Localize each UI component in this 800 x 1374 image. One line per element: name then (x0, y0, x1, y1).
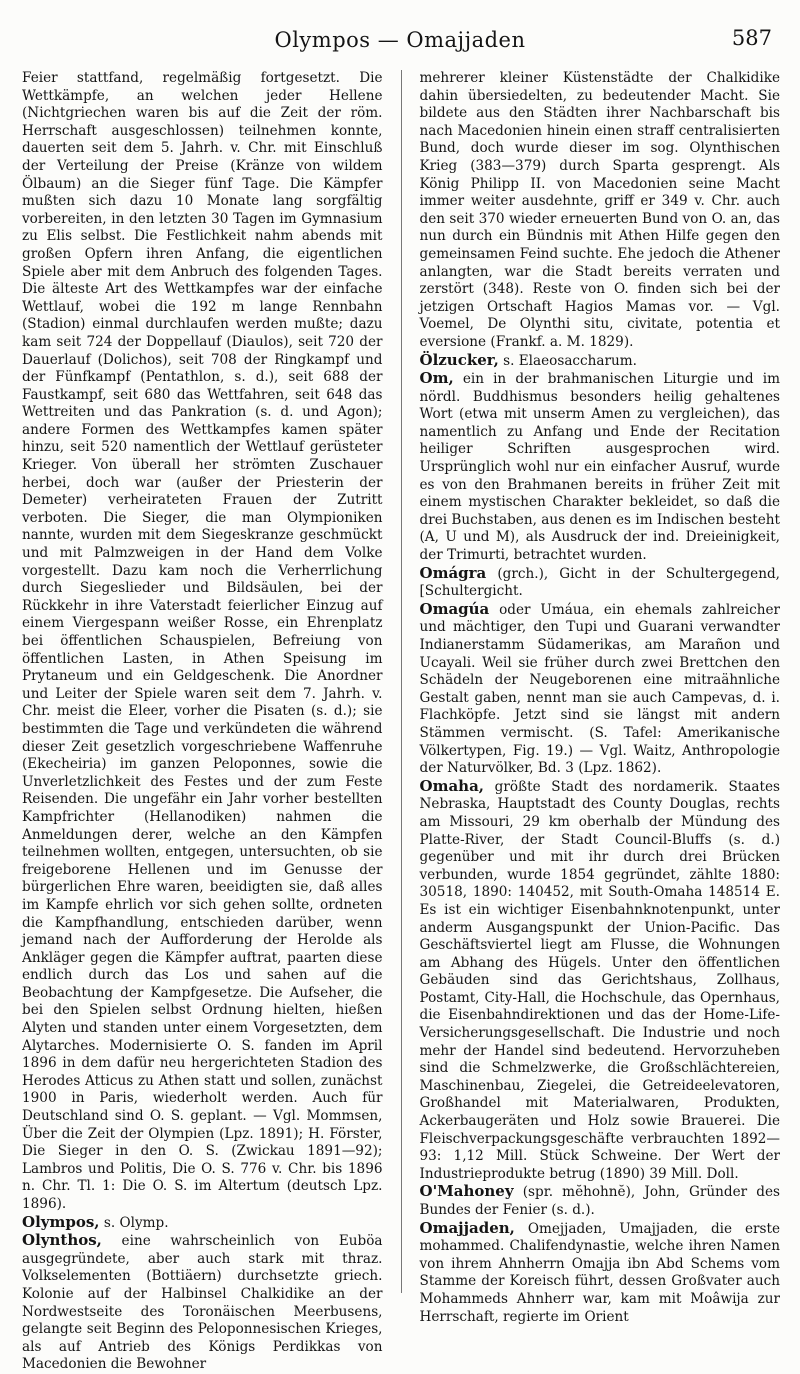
entry-omagra-crossref: [Schultergicht. (419, 583, 523, 600)
headword-omajjaden: Omajjaden, (419, 1218, 515, 1237)
headword-olzucker: Ölzucker, (419, 350, 499, 369)
entry-omahoney (420, 1183, 781, 1219)
entry-olynthos-text: eine wahrscheinlich von Euböa ausgegründete, aber auch stark mit thraz. Volkselementen (Bottiäern) durchsetzte griech. Kolonie auf der Halbinsel Chalkidike an der Nordwestseite des Toronäischen Meerbusens, gelangte seit Beginn des Peloponnesischen Krieges, als auf Antrieb des Königs Perdikkas von Macedonien die Bewohner (22, 1233, 383, 1373)
entry-omagra (420, 565, 781, 601)
entry-olynthos (22, 1232, 383, 1374)
column-divider (401, 70, 402, 1293)
headword-olynthos: Olynthos, (22, 1231, 102, 1250)
entry-olympos-text: s. Olymp. (103, 1214, 169, 1231)
entry-om-text: ein in der brahmanischen Liturgie und im nördl. Buddhismus besonders heilig gehaltenes Wort (etwa mit unserm Amen zu vergleichen), das namentlich zu Anfang und Ende der Recitation heiliger Schriften ausgesprochen wird. Ursprünglich wohl nur ein einfacher Ausruf, wurde es von den Brahmanen bereits in früher Zeit mit einem mystischen Charakter bekleidet, so daß die drei Buchstaben, aus denen es im Indischen besteht (A, U und M), als Ausdruck der ind. Dreieinigkeit, der Trimurti, betrachtet wurden. (419, 371, 781, 564)
entry-omajjaden-text: Omejjaden, Umajjaden, die erste mohammed. Chalifendynastie, welche ihren Namen von ihrem Ahnherrn Omajja ibn Abd Schems vom Stamme der Koreisch führt, dessen Großvater auch Mohammeds Ahnherr war, kam mit Moâwija zur Herrschaft, regierte im Orient (419, 1220, 780, 1325)
headword-omahoney: O'Mahoney (419, 1182, 514, 1201)
entry-omaha-text: größte Stadt des nordamerik. Staates Nebraska, Hauptstadt des County Douglas, rechts am Missouri, 29 km oberhalb der Mündung des Platte-River, der Stadt Council-Bluffs (s. d.) gegenüber und mit ihr durch drei Brücken verbunden, wurde 1854 gegründet, zählte 1880: 30518, 1890: 140452, mit South-Omaha 148514 E. Es ist ein wichtiger Eisenbahnknotenpunkt, unter anderm Ausgangspunkt der Union-Pacific. Das Geschäftsviertel liegt am Flusse, die Wohnungen am Abhang des Hügels. Unter den öffentlichen Gebäuden sind das Gerichtshaus, Zollhaus, Postamt, City-Hall, die Hochschule, das Opernhaus, die Eisenbahndirektionen und das der Home-Life-Versicherungsgesellschaft. Die Industrie und noch mehr der Handel sind bedeutend. Hervorzuheben sind die Schmelzwerke, die Großschlächtereien, Maschinenbau, Ziegelei, die Getreideelevatoren, Großhandel mit Materialwaren, Produkten, Ackerbaugeräten und Holz sowie Brauerei. Die Fleischverpackungsgeschäfte verbrauchten 1892—93: 1,12 Mill. Stück Schweine. Der Wert der Industrieprodukte betrug (1890) 39 Mill. Doll. (419, 778, 780, 1182)
entry-olzucker-text: s. Elaeosaccharum. (503, 352, 637, 369)
entry-olzucker (420, 352, 781, 371)
entry-omagua-text: oder Umáua, ein ehemals zahlreicher und mächtiger, den Tupi und Guarani verwandter Indianerstamm Südamerikas, am Marañon und Ucayali. Weil sie früher durch zwei Brettchen den Schädeln der Neugeborenen eine mitraähnliche Gestalt gaben, nennt man sie auch Campevas, d. i. Flachköpfe. Jetzt sind sie längst mit andern Stämmen vermischt. (S. Tafel: Amerikanische Völkertypen, Fig. 19.) — Vgl. Waitz, Anthropologie der Naturvölker, Bd. 3 (Lpz. 1862). (419, 601, 781, 777)
page-number: 587 (731, 26, 772, 50)
entry-omaha (420, 778, 781, 1184)
entry-omagra-text: (grch.), Gicht in der Schultergegend, (497, 565, 780, 582)
headword-omaha: Omaha, (419, 776, 485, 795)
olympische-spiele-continuation: Feier stattfand, regelmäßig fortgesetzt. Die Wettkämpfe, an welchen jeder Hellene (Nichtgriechen waren bis auf die Zeit der röm. Herrschaft ausgeschlossen) teilnehmen konnte, dauerten seit dem 5. Jahrh. v. Chr. mit Einschluß der Verteilung der Preise (Kränze von wildem Ölbaum) an die Sieger fünf Tage. Die Kämpfer mußten sich dazu 10 Monate lang sorgfältig vorbereiten, in den letzten 30 Tagen im Gymnasium zu Elis selbst. Die Festlichkeit nahm abends mit großen Opfern ihren Anfang, die eigentlichen Spiele aber mit dem Anbruch des folgenden Tages. Die älteste Art des Wettkampfes war der einfache Wettlauf, wobei die 192 m lange Rennbahn (Stadion) einmal durchlaufen werden mußte; dazu kam seit 724 der Doppellauf (Diaulos), seit 720 der Dauerlauf (Dolichos), seit 708 der Ringkampf und der Fünfkampf (Pentathlon, s. d.), seit 688 der Faustkampf, seit 680 das Wettfahren, seit 648 das Wettreiten und das Pankration (s. d. und Agon); andere Formen des Wettkampfes kamen später hinzu, seit 520 namentlich der Wettlauf gerüsteter Krieger. Von überall her strömten Zuschauer herbei, doch war (außer der Priesterin der Demeter) verheirateten Frauen der Zutritt verboten. Die Sieger, die man Olympioniken nannte, wurden mit dem Siegeskranze geschmückt und mit Palmzweigen in der Hand dem Volke vorgestellt. Dazu kam noch die Verherrlichung durch Siegeslieder und Bildsäulen, bei der Rückkehr in ihre Vaterstadt feierlicher Einzug auf einem Viergespann weißer Rosse, ein Ehrenplatz bei öffentlichen Schauspielen, Befreiung von öffentlichen Lasten, in Athen Speisung im Prytaneum und ein Geldgeschenk. Die Anordner und Leiter der Spiele waren seit dem 7. Jahrh. v. Chr. meist die Eleer, vorher die Pisaten (s. d.); sie bestimmten die Tage und verkündeten die während dieser Zeit gesetzlich vorgeschriebene Waffenruhe (Ekecheiria) im ganzen Peloponnes, sowie die Unverletzlichkeit des Festes und der zum Feste Reisenden. Die ungefähr ein Jahr vorher bestellten Kampfrichter (Hellanodiken) nahmen die Anmeldungen derer, welche an den Kämpfen teilnehmen wollten, entgegen, untersuchten, ob sie freigeborene Hellenen und im Genusse der bürgerlichen Ehre waren, beeidigten sie, daß alles im Kampfe ehrlich vor sich gehen sollte, ordneten die Kampfhandlung, entschieden darüber, wenn jemand nach der Aufforderung der Herolde als Ankläger gegen die Kämpfer auftrat, paarten diese endlich durch das Los und sahen auf die Beobachtung der Kampfgesetze. Die Aufseher, die bei den Spielen selbst Ordnung hielten, hießen Alyten und standen unter einem Vorgesetzten, dem Alytarches. Modernisierte O. S. fanden im April 1896 in dem dafür neu hergerichteten Stadion des Herodes Atticus zu Athen statt und sollen, zunächst 1900 in Paris, wiederholt werden. Auch für Deutschland sind O. S. geplant. — Vgl. Mommsen, Über die Zeit der Olympien (Lpz. 1891); H. Förster, Die Sieger in den O. S. (Zwickau 1891—92); Lambros und Politis, Die O. S. 776 v. Chr. bis 1896 n. Chr. Tl. 1: Die O. S. im Altertum (deutsch Lpz. 1896). (22, 70, 383, 1212)
entry-omagua (420, 601, 781, 778)
entry-omahoney-text: (spr. mĕhohnĕ), John, Gründer des Bundes der Fenier (s. d.). (419, 1184, 780, 1218)
olynthos-continuation: mehrerer kleiner Küstenstädte der Chalkidike dahin übersiedelten, zu bedeutender Macht. Sie bildete aus den Städten ihrer Nachbarschaft bis nach Macedonien hinein einen straff centralisierten Bund, doch wurde dieser im sog. Olynthischen Krieg (383—379) durch Sparta gesprengt. Als König Philipp II. von Macedonien seine Macht immer weiter ausdehnte, griff er 349 v. Chr. auch den seit 370 wieder erneuerten Bund von O. an, das nun durch ein Bündnis mit Athen Hilfe gegen den gemeinsamen Feind suchte. Ehe jedoch die Athener anlangten, war die Stadt bereits verraten und zerstört (348). Reste von O. finden sich bei der jetzigen Ortschaft Hagios Mamas vor. — Vgl. Voemel, De Olynthi situ, civitate, potentia et eversione (Frankf. a. M. 1829). (419, 70, 780, 350)
headword-olympos: Olympos, (22, 1212, 100, 1231)
headword-omagra: Omágra (419, 563, 487, 582)
entry-olympos (22, 1214, 383, 1233)
headword-omagua: Omagúa (419, 599, 490, 618)
headword-om: Om, (419, 369, 454, 388)
right-column (419, 70, 781, 1325)
entry-omajjaden (420, 1220, 781, 1327)
entry-om (420, 370, 781, 565)
text-columns (22, 70, 781, 1373)
running-head: Olympos — Omajjaden (274, 28, 526, 52)
left-column (22, 70, 383, 1373)
page-header (20, 22, 780, 62)
